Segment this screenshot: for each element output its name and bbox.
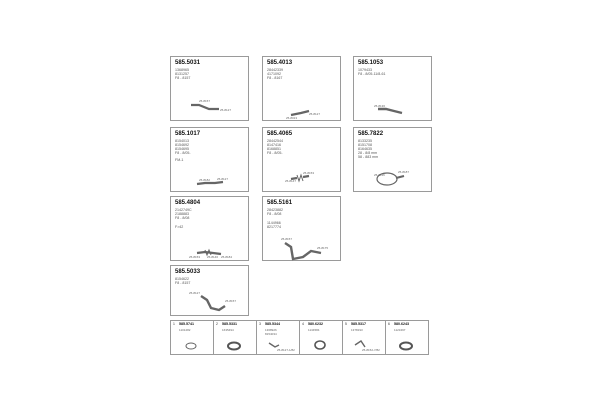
accessory-cell xyxy=(343,321,386,354)
part-ref: 8154622 xyxy=(175,277,189,281)
part-ref: 8164635 xyxy=(358,147,372,151)
label: 25-8136 xyxy=(374,104,386,108)
part-ref: 8154692 xyxy=(175,143,189,147)
part-ref: F8 - 8/08 xyxy=(175,216,190,220)
accessory-cell xyxy=(257,321,300,354)
part-ref: 2142749C xyxy=(175,208,192,212)
part-card-585-4013 xyxy=(262,56,341,121)
item-number: 3 xyxy=(259,322,261,326)
part-card-585-4065 xyxy=(262,127,341,192)
part-number: 585.1053 xyxy=(358,60,384,66)
part-ref: F8 - 8157 xyxy=(175,281,191,285)
label: 25-8175 xyxy=(317,246,329,250)
part-card-585-1053 xyxy=(353,56,432,121)
part-ref: F8 - 8/08 xyxy=(267,212,282,216)
accessory-cell xyxy=(214,321,257,354)
gasket-icon xyxy=(214,321,257,354)
part-ref: 28442544 xyxy=(267,139,283,143)
label: 25-8157 xyxy=(199,99,211,103)
item-number: 2 xyxy=(216,322,218,326)
accessory-cell xyxy=(300,321,343,354)
part-number: 585.1017 xyxy=(175,131,201,137)
part-ref: 2188883 xyxy=(175,212,189,216)
label: 25-8127 xyxy=(220,108,232,112)
part-ref: 1378193 xyxy=(351,328,363,332)
part-ref: 1368965 xyxy=(175,68,189,72)
exhaust-pipe-drawing xyxy=(171,128,250,193)
label: 25-8157 xyxy=(225,299,237,303)
label: 25-8187 xyxy=(398,170,410,174)
label: 25-8127 xyxy=(217,177,229,181)
label: 25-8127-1/82 xyxy=(277,348,295,352)
label: 25-8146 xyxy=(207,255,219,259)
gasket-icon xyxy=(386,321,428,354)
part-number: 585.4013 xyxy=(267,60,293,66)
part-ref: 1134584 xyxy=(308,328,320,332)
item-number: 4 xyxy=(302,322,304,326)
part-ref: 8131257 xyxy=(175,72,189,76)
item-number: 6 xyxy=(388,322,390,326)
part-ref: 1368926 xyxy=(265,328,277,332)
part-number: 580.6232 xyxy=(308,322,323,326)
part-ref: 4171092 xyxy=(267,72,281,76)
part-number: 585.7822 xyxy=(358,131,384,137)
part-card-585-5033 xyxy=(170,265,249,316)
part-number: 585.5344 xyxy=(265,322,280,326)
part-ref: 8147416 xyxy=(267,143,281,147)
part-card-585-1017 xyxy=(170,127,249,192)
accessory-cell xyxy=(171,321,214,354)
clamp-icon xyxy=(171,321,214,354)
part-ref: 28442339 xyxy=(267,68,283,72)
label: 25-8127 xyxy=(309,112,321,116)
part-ref: 1144966 xyxy=(267,221,281,225)
part-number: 585.5331 xyxy=(222,322,237,326)
exhaust-pipe-drawing xyxy=(171,57,250,122)
part-ref: 8154034 xyxy=(265,332,277,336)
label: 25-8147 xyxy=(285,179,297,183)
muffler-drawing xyxy=(354,128,433,193)
part-card-585-4804 xyxy=(170,196,249,261)
label: 25-8013 xyxy=(286,116,298,120)
label: 25-8182 xyxy=(199,178,211,182)
part-ref: F8 - 8/05-11/8-61 xyxy=(358,72,386,76)
part-ref: 8154013 xyxy=(175,139,189,143)
part-number: 580.6243 xyxy=(394,322,409,326)
exhaust-pipe-drawing xyxy=(171,266,250,317)
clamp-icon xyxy=(300,321,343,354)
part-ref: 1123497 xyxy=(394,328,406,332)
mounting-icon xyxy=(343,321,386,354)
part-ref: 1101282 xyxy=(179,328,191,332)
part-number: 585.4804 xyxy=(175,200,201,206)
part-number: 585.5033 xyxy=(175,269,201,275)
label: 25-8184 xyxy=(221,255,233,259)
label: 25-8153 xyxy=(303,171,315,175)
part-ref: 1635494 xyxy=(222,328,234,332)
label: 25-8116 xyxy=(374,173,385,177)
part-number: 585.4065 xyxy=(267,131,293,137)
part-card-585-5031 xyxy=(170,56,249,121)
item-number: 5 xyxy=(345,322,347,326)
exhaust-pipe-drawing xyxy=(171,197,250,262)
part-card-585-7822 xyxy=(353,127,432,192)
accessories-strip xyxy=(170,320,429,355)
part-ref: 28 - 8/8 mm xyxy=(358,151,378,155)
part-number: 585.5317 xyxy=(351,322,366,326)
part-number: 585.5161 xyxy=(267,200,293,206)
part-ref: 28423882 xyxy=(267,208,283,212)
part-ref: 1079433 xyxy=(358,68,372,72)
part-ref: F8 - 8167 xyxy=(267,76,283,80)
part-ref: 8168851 xyxy=(267,147,281,151)
label: 25-8153 xyxy=(189,255,201,259)
part-ref: 8151708 xyxy=(358,143,372,147)
note: F>42 xyxy=(175,225,184,229)
part-ref: F8 - 8157 xyxy=(175,76,191,80)
part-number: 585.5031 xyxy=(175,60,201,66)
part-ref: F8 - 8/05- xyxy=(175,151,191,155)
part-number: 585.5741 xyxy=(179,322,194,326)
label: 25-8127 xyxy=(189,291,201,295)
label: 25-8157 xyxy=(281,237,293,241)
mounting-icon xyxy=(257,321,300,354)
exhaust-pipe-drawing xyxy=(263,197,342,262)
note: FM-1 xyxy=(175,158,184,162)
part-ref: 8133235 xyxy=(358,139,372,143)
accessory-cell xyxy=(386,321,428,354)
part-ref: F8 - 8/05- xyxy=(267,151,283,155)
exhaust-pipe-drawing xyxy=(354,57,433,122)
part-card-585-5161 xyxy=(262,196,341,261)
label: 25-8152-7/82 xyxy=(362,348,380,352)
item-number: 1 xyxy=(173,322,175,326)
part-ref: 8217774 xyxy=(267,225,281,229)
exhaust-pipe-drawing xyxy=(263,128,342,193)
part-ref: 8154695 xyxy=(175,147,189,151)
part-ref: 58 - 883 mm xyxy=(358,155,379,159)
exhaust-pipe-drawing xyxy=(263,57,342,122)
